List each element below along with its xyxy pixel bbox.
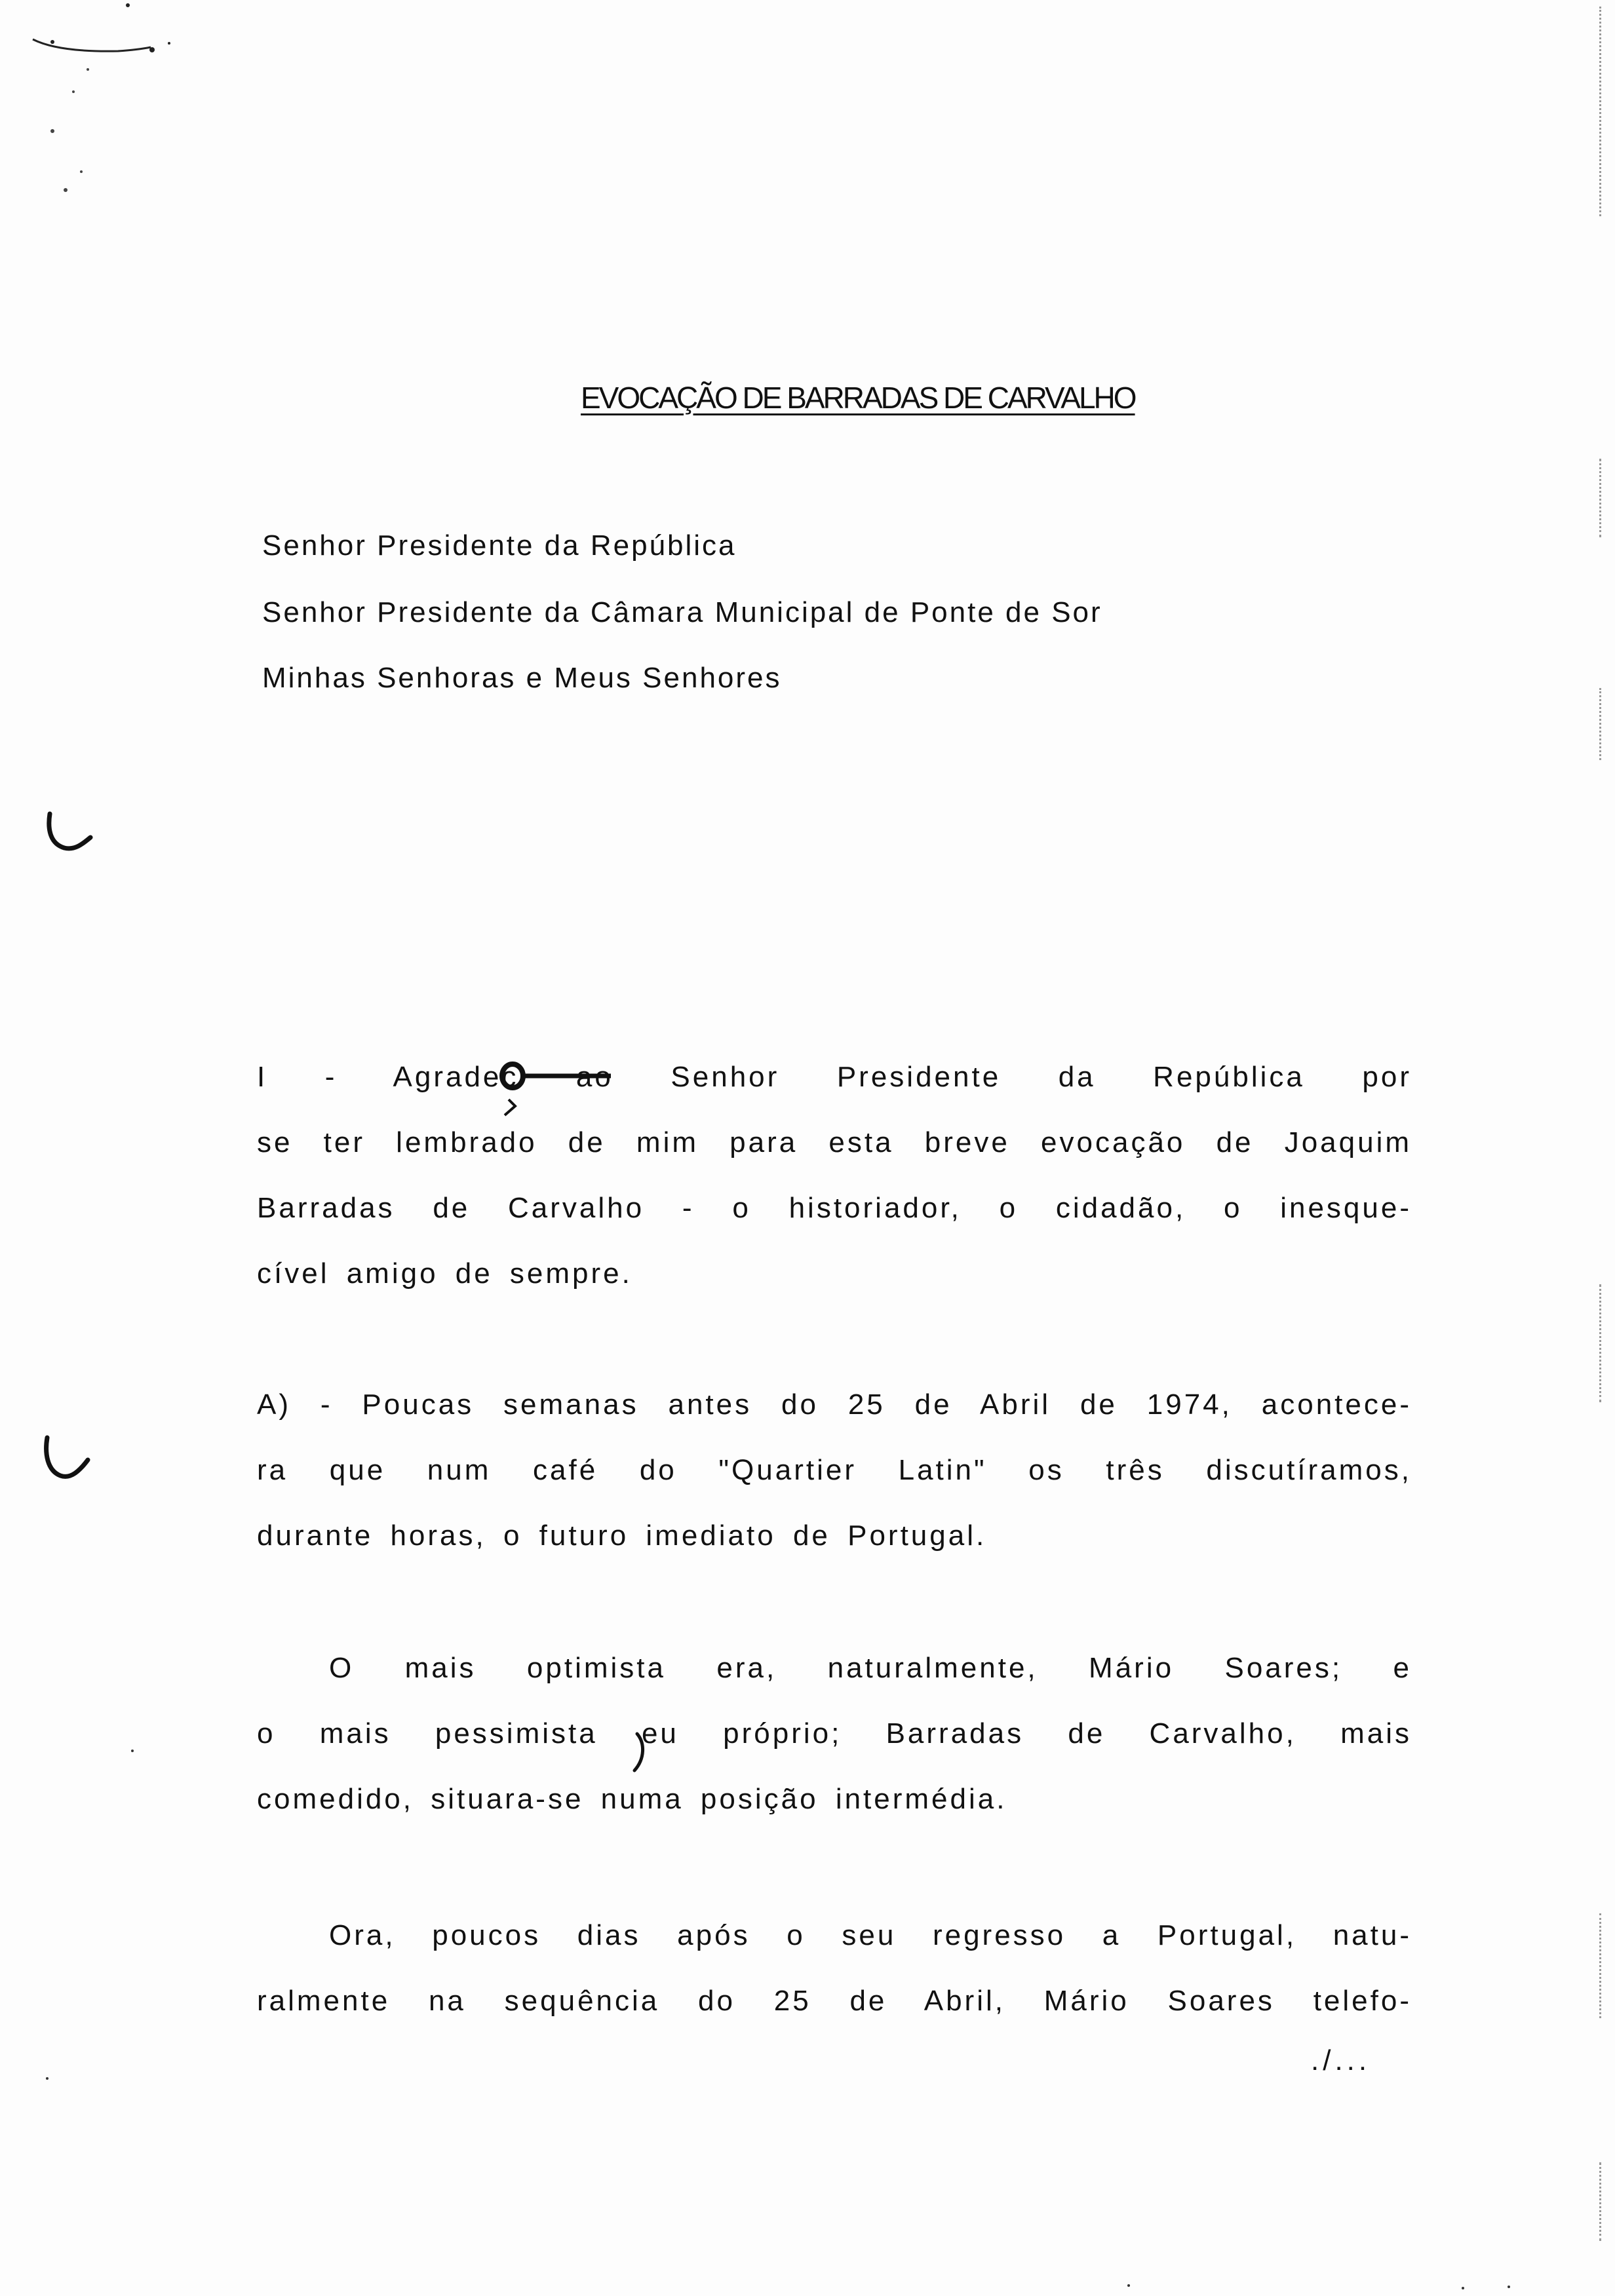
- paragraph-line: I - Agradec ao Senhor Presidente da República por: [257, 1061, 1412, 1093]
- paragraph-line: Ora, poucos dias após o seu regresso a Portugal, natu-: [329, 1919, 1412, 1951]
- paragraph-ora: [257, 1903, 1412, 2034]
- handwritten-comma: [628, 1730, 654, 1776]
- paragraph-a: [257, 1372, 1412, 1569]
- paragraph-optimista: [257, 1636, 1412, 1832]
- scan-edge-dots: [1599, 459, 1603, 537]
- margin-tick-mark: [41, 1434, 93, 1486]
- paragraph-line: Barradas de Carvalho - o historiador, o cidadão, o inesque-: [257, 1192, 1412, 1224]
- paragraph-line: durante horas, o futuro imediato de Portugal.: [257, 1520, 987, 1552]
- scan-edge-dots: [1599, 7, 1603, 216]
- handwritten-correction: [498, 1058, 616, 1117]
- salutation-line: Minhas Senhoras e Meus Senhores: [262, 662, 782, 694]
- salutation-line: Senhor Presidente da Câmara Municipal de Ponte de Sor: [262, 596, 1102, 628]
- scan-edge-dots: [1599, 1913, 1603, 2018]
- paragraph-line: se ter lembrado de mim para esta breve evocação de Joaquim: [257, 1126, 1412, 1158]
- paragraph-line: ralmente na sequência do 25 de Abril, Mário Soares telefo-: [257, 1985, 1412, 2017]
- scan-edge-dots: [1599, 2162, 1603, 2241]
- paragraph-line: o mais pessimista eu próprio; Barradas de Carvalho, mais: [257, 1717, 1412, 1750]
- paragraph-one: [257, 1044, 1412, 1307]
- salutation-line: Senhor Presidente da República: [262, 529, 737, 562]
- paragraph-line: comedido, situara-se numa posição intermédia.: [257, 1783, 1007, 1815]
- paragraph-line: O mais optimista era, naturalmente, Mário Soares; e: [329, 1652, 1412, 1684]
- margin-tick-mark: [45, 811, 97, 857]
- document-title: EVOCAÇÃO DE BARRADAS DE CARVALHO: [581, 381, 1135, 415]
- scan-specks-top-left: [20, 0, 177, 210]
- scan-edge-dots: [1599, 1284, 1603, 1402]
- paragraph-line: ra que num café do "Quartier Latin" os três discutíramos,: [257, 1454, 1412, 1486]
- scan-edge-dots: [1599, 688, 1603, 760]
- paragraph-line: cível amigo de sempre.: [257, 1257, 632, 1290]
- paragraph-line: A) - Poucas semanas antes do 25 de Abril de 1974, acontece-: [257, 1388, 1412, 1421]
- page-continuation-mark: ./...: [1311, 2044, 1371, 2076]
